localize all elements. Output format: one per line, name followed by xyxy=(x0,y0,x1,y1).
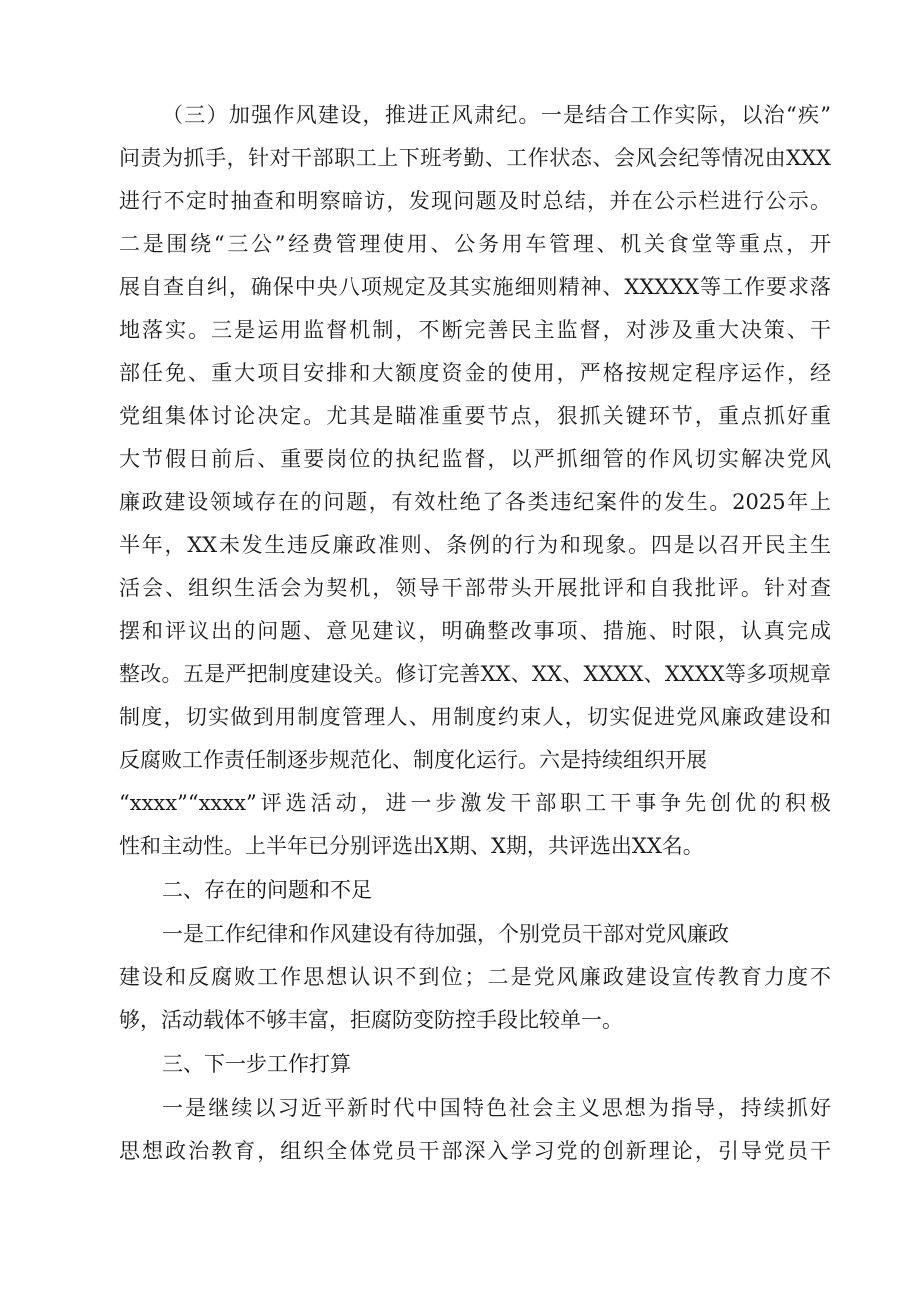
section-heading-next-steps: 三、下一步工作打算 xyxy=(162,1052,351,1076)
paragraph-line: 活会、组织生活会为契机，领导干部带头开展批评和自我批评。针对查 xyxy=(119,576,831,600)
paragraph-line: 问责为抓手，针对干部职工上下班考勤、工作状态、会风会纪等情况由XXX xyxy=(119,146,831,170)
paragraph-line: 一是继续以习近平新时代中国特色社会主义思想为指导，持续抓好 xyxy=(162,1096,831,1120)
paragraph-line: 一是工作纪律和作风建设有待加强，个别党员干部对党风廉政 xyxy=(162,922,729,946)
paragraph-line: “xxxx”“xxxx”评选活动，进一步激发干部职工干事争先创优的积极 xyxy=(119,791,831,815)
paragraph-line: 摆和评议出的问题、意见建议，明确整改事项、措施、时限，认真完成 xyxy=(119,619,831,643)
paragraph-line: 二是围绕“三公”经费管理使用、公务用车管理、机关食堂等重点，开 xyxy=(119,232,831,256)
paragraph-line: 大节假日前后、重要岗位的执纪监督，以严抓细管的作风切实解决党风 xyxy=(119,447,831,471)
section-heading-problems: 二、存在的问题和不足 xyxy=(162,878,372,902)
paragraph-line: 制度，切实做到用制度管理人、用制度约束人，切实促进党风廉政建设和 xyxy=(119,705,831,729)
paragraph-line: 廉政建设领域存在的问题，有效杜绝了各类违纪案件的发生。2025年上 xyxy=(119,490,831,514)
paragraph-line: 半年，XX未发生违反廉政准则、条例的行为和现象。四是以召开民主生 xyxy=(119,533,831,557)
paragraph-line: 地落实。三是运用监督机制，不断完善民主监督，对涉及重大决策、干 xyxy=(119,318,831,342)
paragraph-line: 性和主动性。上半年已分别评选出X期、X期，共评选出XX名。 xyxy=(119,834,704,858)
paragraph-line: 反腐败工作责任制逐步规范化、制度化运行。六是持续组织开展 xyxy=(119,748,707,772)
paragraph-line: 整改。五是严把制度建设关。修订完善XX、XX、XXXX、XXXX等多项规章 xyxy=(119,662,831,686)
paragraph-line: 建设和反腐败工作思想认识不到位；二是党风廉政建设宣传教育力度不 xyxy=(119,965,831,989)
paragraph-line: 展自查自纠，确保中央八项规定及其实施细则精神、XXXXX等工作要求落 xyxy=(119,275,831,299)
paragraph-line: 党组集体讨论决定。尤其是瞄准重要节点，狠抓关键环节，重点抓好重 xyxy=(119,404,831,428)
paragraph-line: 部任免、重大项目安排和大额度资金的使用，严格按规定程序运作，经 xyxy=(119,361,831,385)
paragraph-line: （三）加强作风建设，推进正风肃纪。一是结合工作实际，以治“疾” xyxy=(162,103,831,127)
paragraph-line: 够，活动载体不够丰富，拒腐防变防控手段比较单一。 xyxy=(119,1008,623,1032)
paragraph-line: 思想政治教育，组织全体党员干部深入学习党的创新理论，引导党员干 xyxy=(119,1139,831,1163)
paragraph-line: 进行不定时抽查和明察暗访，发现问题及时总结，并在公示栏进行公示。 xyxy=(119,189,831,213)
